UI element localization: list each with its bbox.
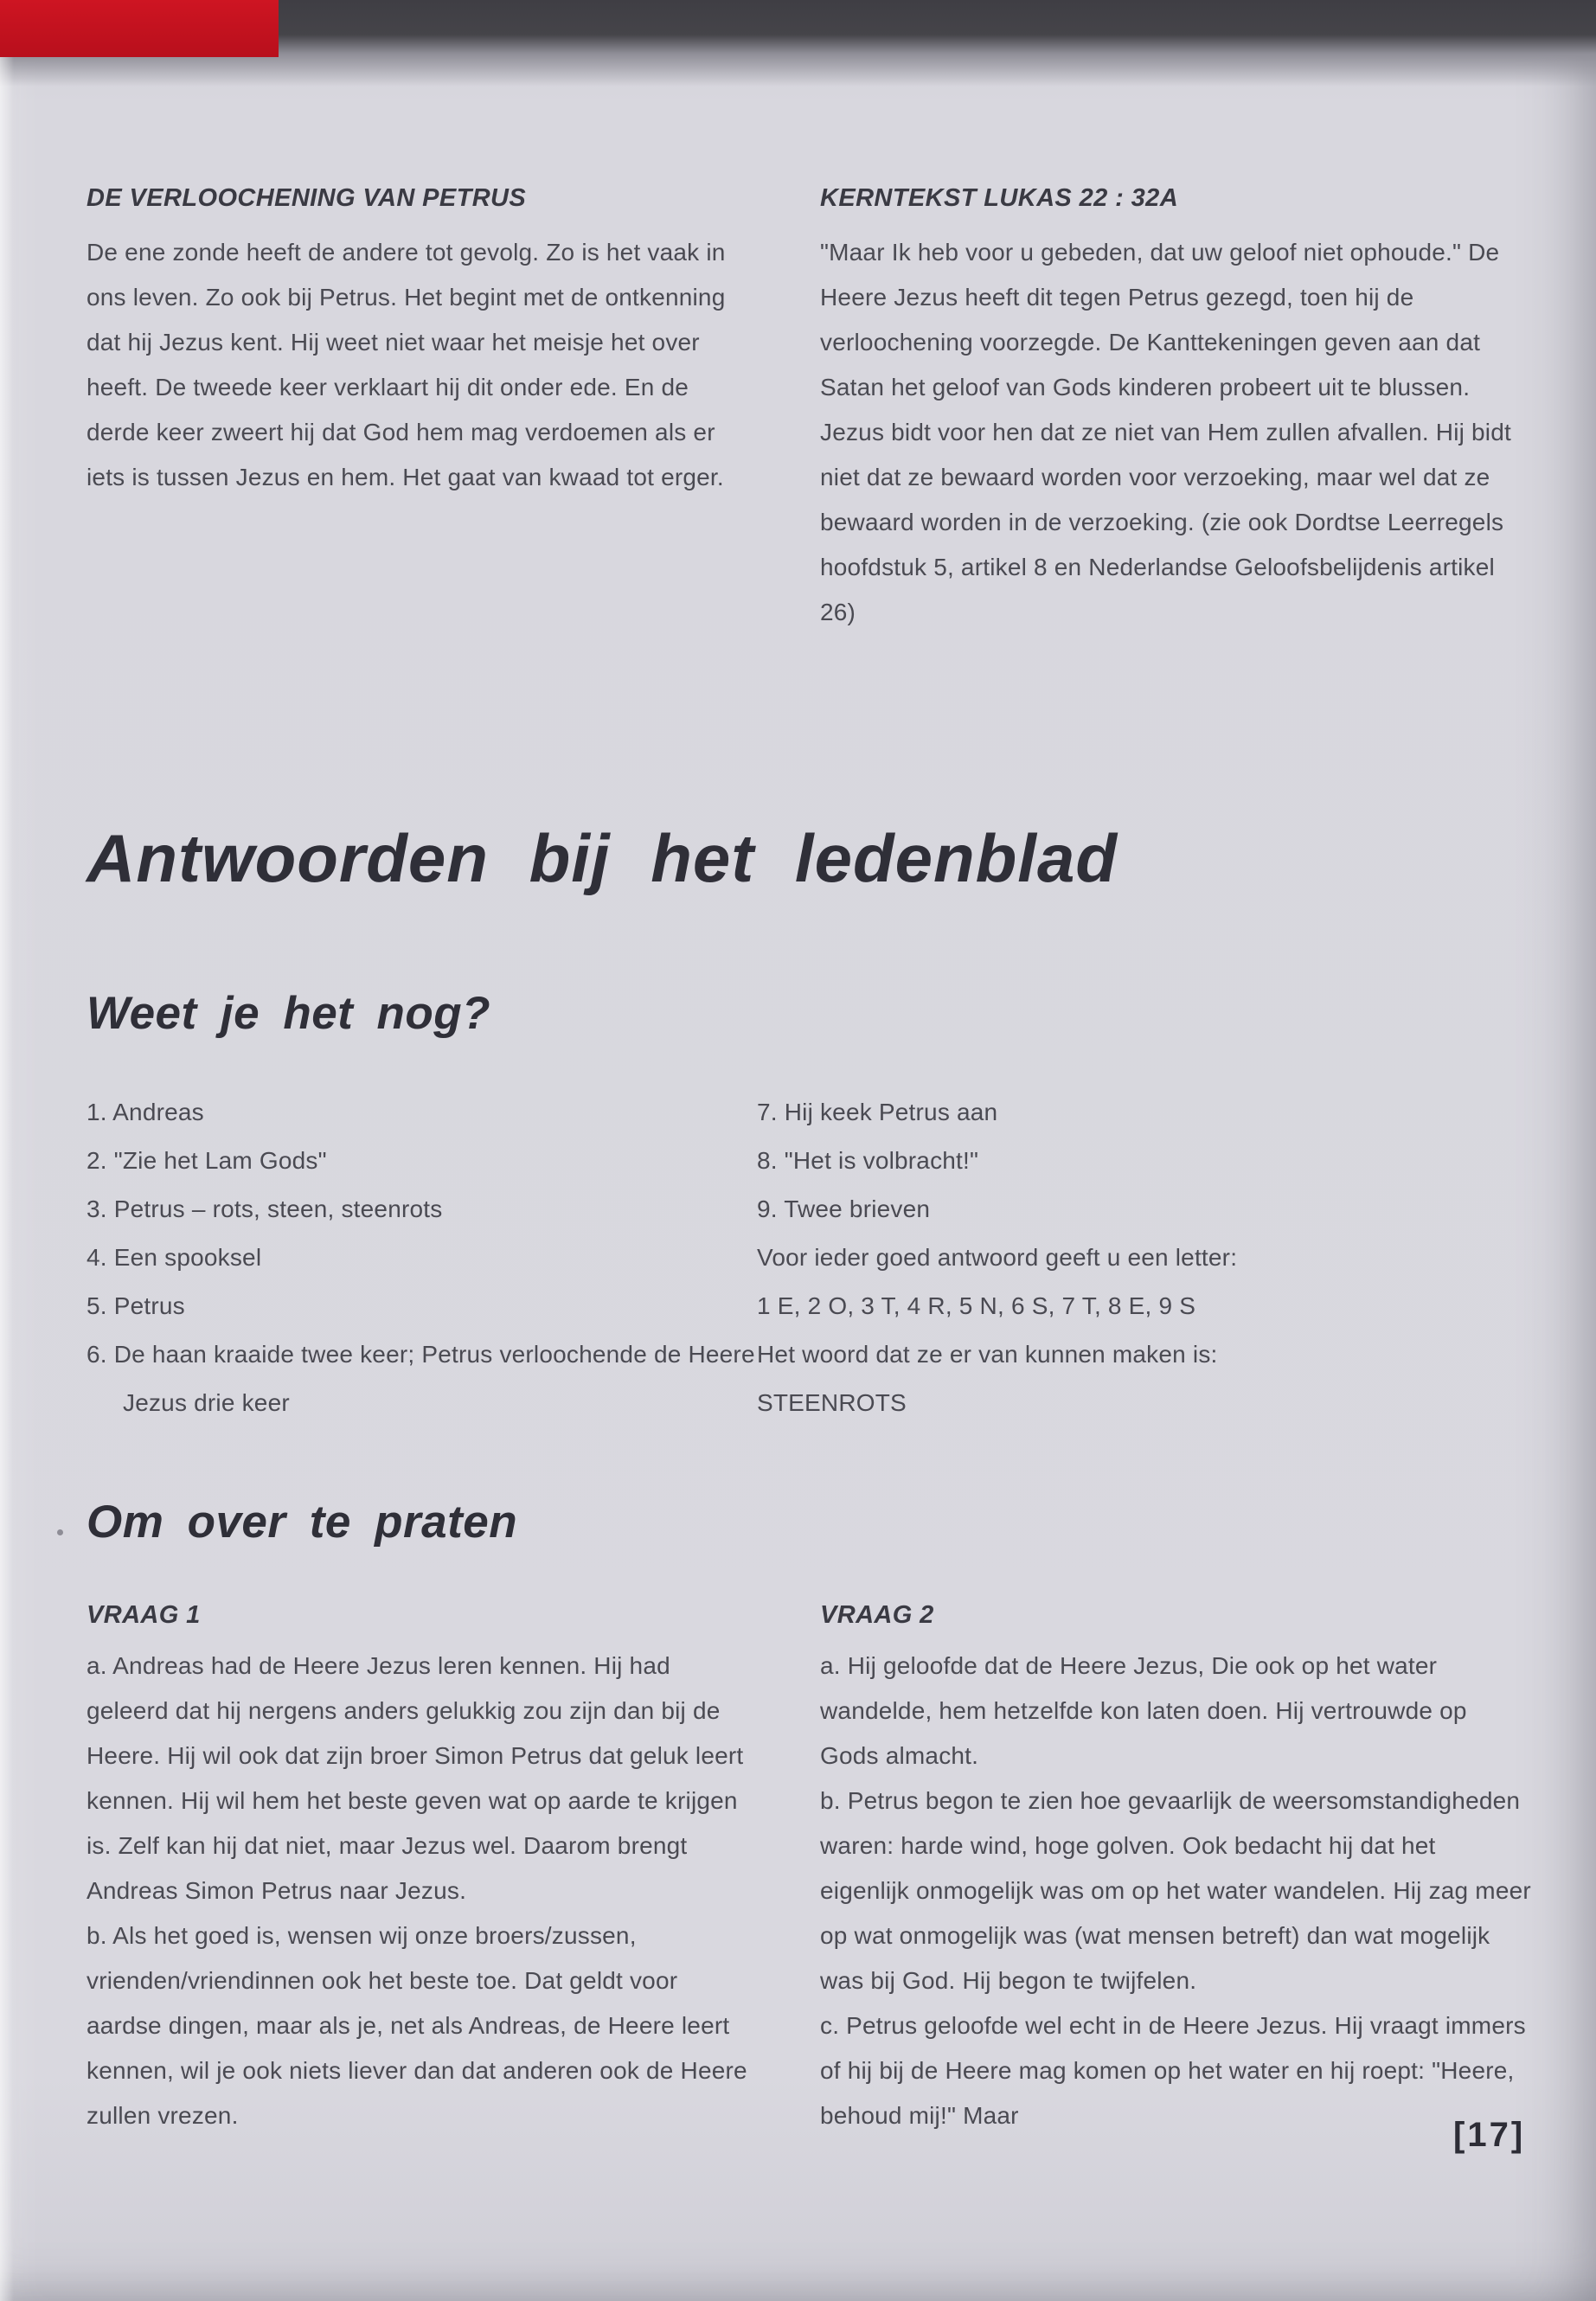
vraag1-answer-b: b. Als het goed is, wensen wij onze broers/zussen, vrienden/vriendinnen ook het beste toe. Dat geldt voor aardse dingen, maar als je, net als Andreas, de Heere leert kennen, wil je ook niets liever dan dat anderen ook de Heere zullen vrezen. [87, 1922, 747, 2129]
scan-edge-left [0, 57, 14, 2301]
quiz-answer-1: 1. Andreas [87, 1099, 204, 1125]
quiz-letters-intro: Voor ieder goed antwoord geeft u een letter: [757, 1244, 1238, 1271]
quiz-answer-9: 9. Twee brieven [757, 1195, 931, 1222]
main-heading: Antwoorden bij het ledenblad [87, 820, 1118, 896]
discussion-section [87, 1600, 1533, 2138]
vraag1-answer-a: a. Andreas had de Heere Jezus leren kennen. Hij had geleerd dat hij nergens anders gelukkig zou zijn dan bij de Heere. Hij wil ook dat zijn broer Simon Petrus dat geluk leert kennen. Hij wil hem het beste geven wat op aarde te krijgen is. Zelf kan hij dat niet, maar Jezus wel. Daarom brengt Andreas Simon Petrus naar Jezus. [87, 1652, 744, 1904]
quiz-answer-7: 7. Hij keek Petrus aan [757, 1099, 998, 1125]
intro-right-body: "Maar Ik heb voor u gebeden, dat uw geloof niet ophoude." De Heere Jezus heeft dit tegen Petrus gezegd, toen hij de verloochening voorzegde. De Kanttekeningen geven aan dat Satan het geloof van Gods kinderen probeert uit te blussen. Jezus bidt voor hen dat ze niet van Hem zullen afvallen. Hij bidt niet dat ze bewaard worden voor verzoeking, maar wel dat ze bewaard worden in de verzoeking. (zie ook Dordtse Leerregels hoofdstuk 5, artikel 8 en Nederlandse Geloofsbelijdenis artikel 26) [820, 239, 1511, 625]
quiz-answer-4: 4. Een spooksel [87, 1244, 262, 1271]
quiz-answer-3: 3. Petrus – rots, steen, steenrots [87, 1195, 443, 1222]
intro-column-left [87, 183, 757, 500]
quiz-answers-left [87, 1088, 757, 1427]
quiz-word-answer: STEENROTS [757, 1389, 907, 1416]
vraag2-answer-a: a. Hij geloofde dat de Heere Jezus, Die ook op het water wandelde, hem hetzelfde kon laten doen. Hij vertrouwde op Gods almacht. [820, 1652, 1467, 1769]
vraag1-column [87, 1600, 757, 2138]
intro-left-body: De ene zonde heeft de andere tot gevolg. Zo is het vaak in ons leven. Zo ook bij Petrus. Het begint met de ontkenning dat hij Jezus kent. Hij weet niet waar het meisje het over heeft. De tweede keer verklaart hij dit onder ede. En de derde keer zweert hij dat God hem mag verdoemen als er iets is tussen Jezus en hem. Het gaat van kwaad tot erger. [87, 239, 726, 490]
vraag1-heading: VRAAG 1 [87, 1601, 201, 1629]
page-content [87, 183, 1533, 2138]
vraag2-answer-b: b. Petrus begon te zien hoe gevaarlijk de weersomstandigheden waren: harde wind, hoge golven. Ook bedacht hij dat het eigenlijk onmogelijk was om op het water wandelen. Hij zag meer op wat onmogelijk was (wat mensen betreft) dan wat mogelijk was bij God. Hij begon te twijfelen. [820, 1787, 1531, 1994]
scan-speck [57, 1529, 63, 1535]
quiz-word-intro: Het woord dat ze er van kunnen maken is: [757, 1341, 1218, 1368]
vraag2-heading: VRAAG 2 [820, 1601, 934, 1629]
page-number: [17] [1453, 2116, 1526, 2154]
discussion-heading: Om over te praten [87, 1497, 518, 1548]
heading-verloochening: DE VERLOOCHENING VAN PETRUS [87, 184, 527, 212]
vraag2-answer-c: c. Petrus geloofde wel echt in de Heere Jezus. Hij vraagt immers of hij bij de Heere mag komen op het water en hij roept: "Heere, behoud mij!" Maar [820, 2012, 1526, 2129]
quiz-heading: Weet je het nog? [87, 988, 491, 1039]
vraag2-column [820, 1600, 1531, 2138]
intro-column-right [820, 183, 1531, 635]
quiz-answer-6: 6. De haan kraaide twee keer; Petrus verloochende de Heere Jezus drie keer [87, 1341, 755, 1416]
quiz-letters: 1 E, 2 O, 3 T, 4 R, 5 N, 6 S, 7 T, 8 E, 9 S [757, 1292, 1196, 1319]
quiz-answer-2: 2. "Zie het Lam Gods" [87, 1147, 327, 1174]
quiz-section [87, 1088, 1533, 1427]
red-corner-block [0, 0, 279, 57]
quiz-answer-8: 8. "Het is volbracht!" [757, 1147, 979, 1174]
quiz-answers-right [757, 1088, 1468, 1427]
intro-section [87, 183, 1533, 768]
quiz-answer-5: 5. Petrus [87, 1292, 185, 1319]
heading-kerntekst: KERNTEKST LUKAS 22 : 32A [820, 184, 1179, 212]
